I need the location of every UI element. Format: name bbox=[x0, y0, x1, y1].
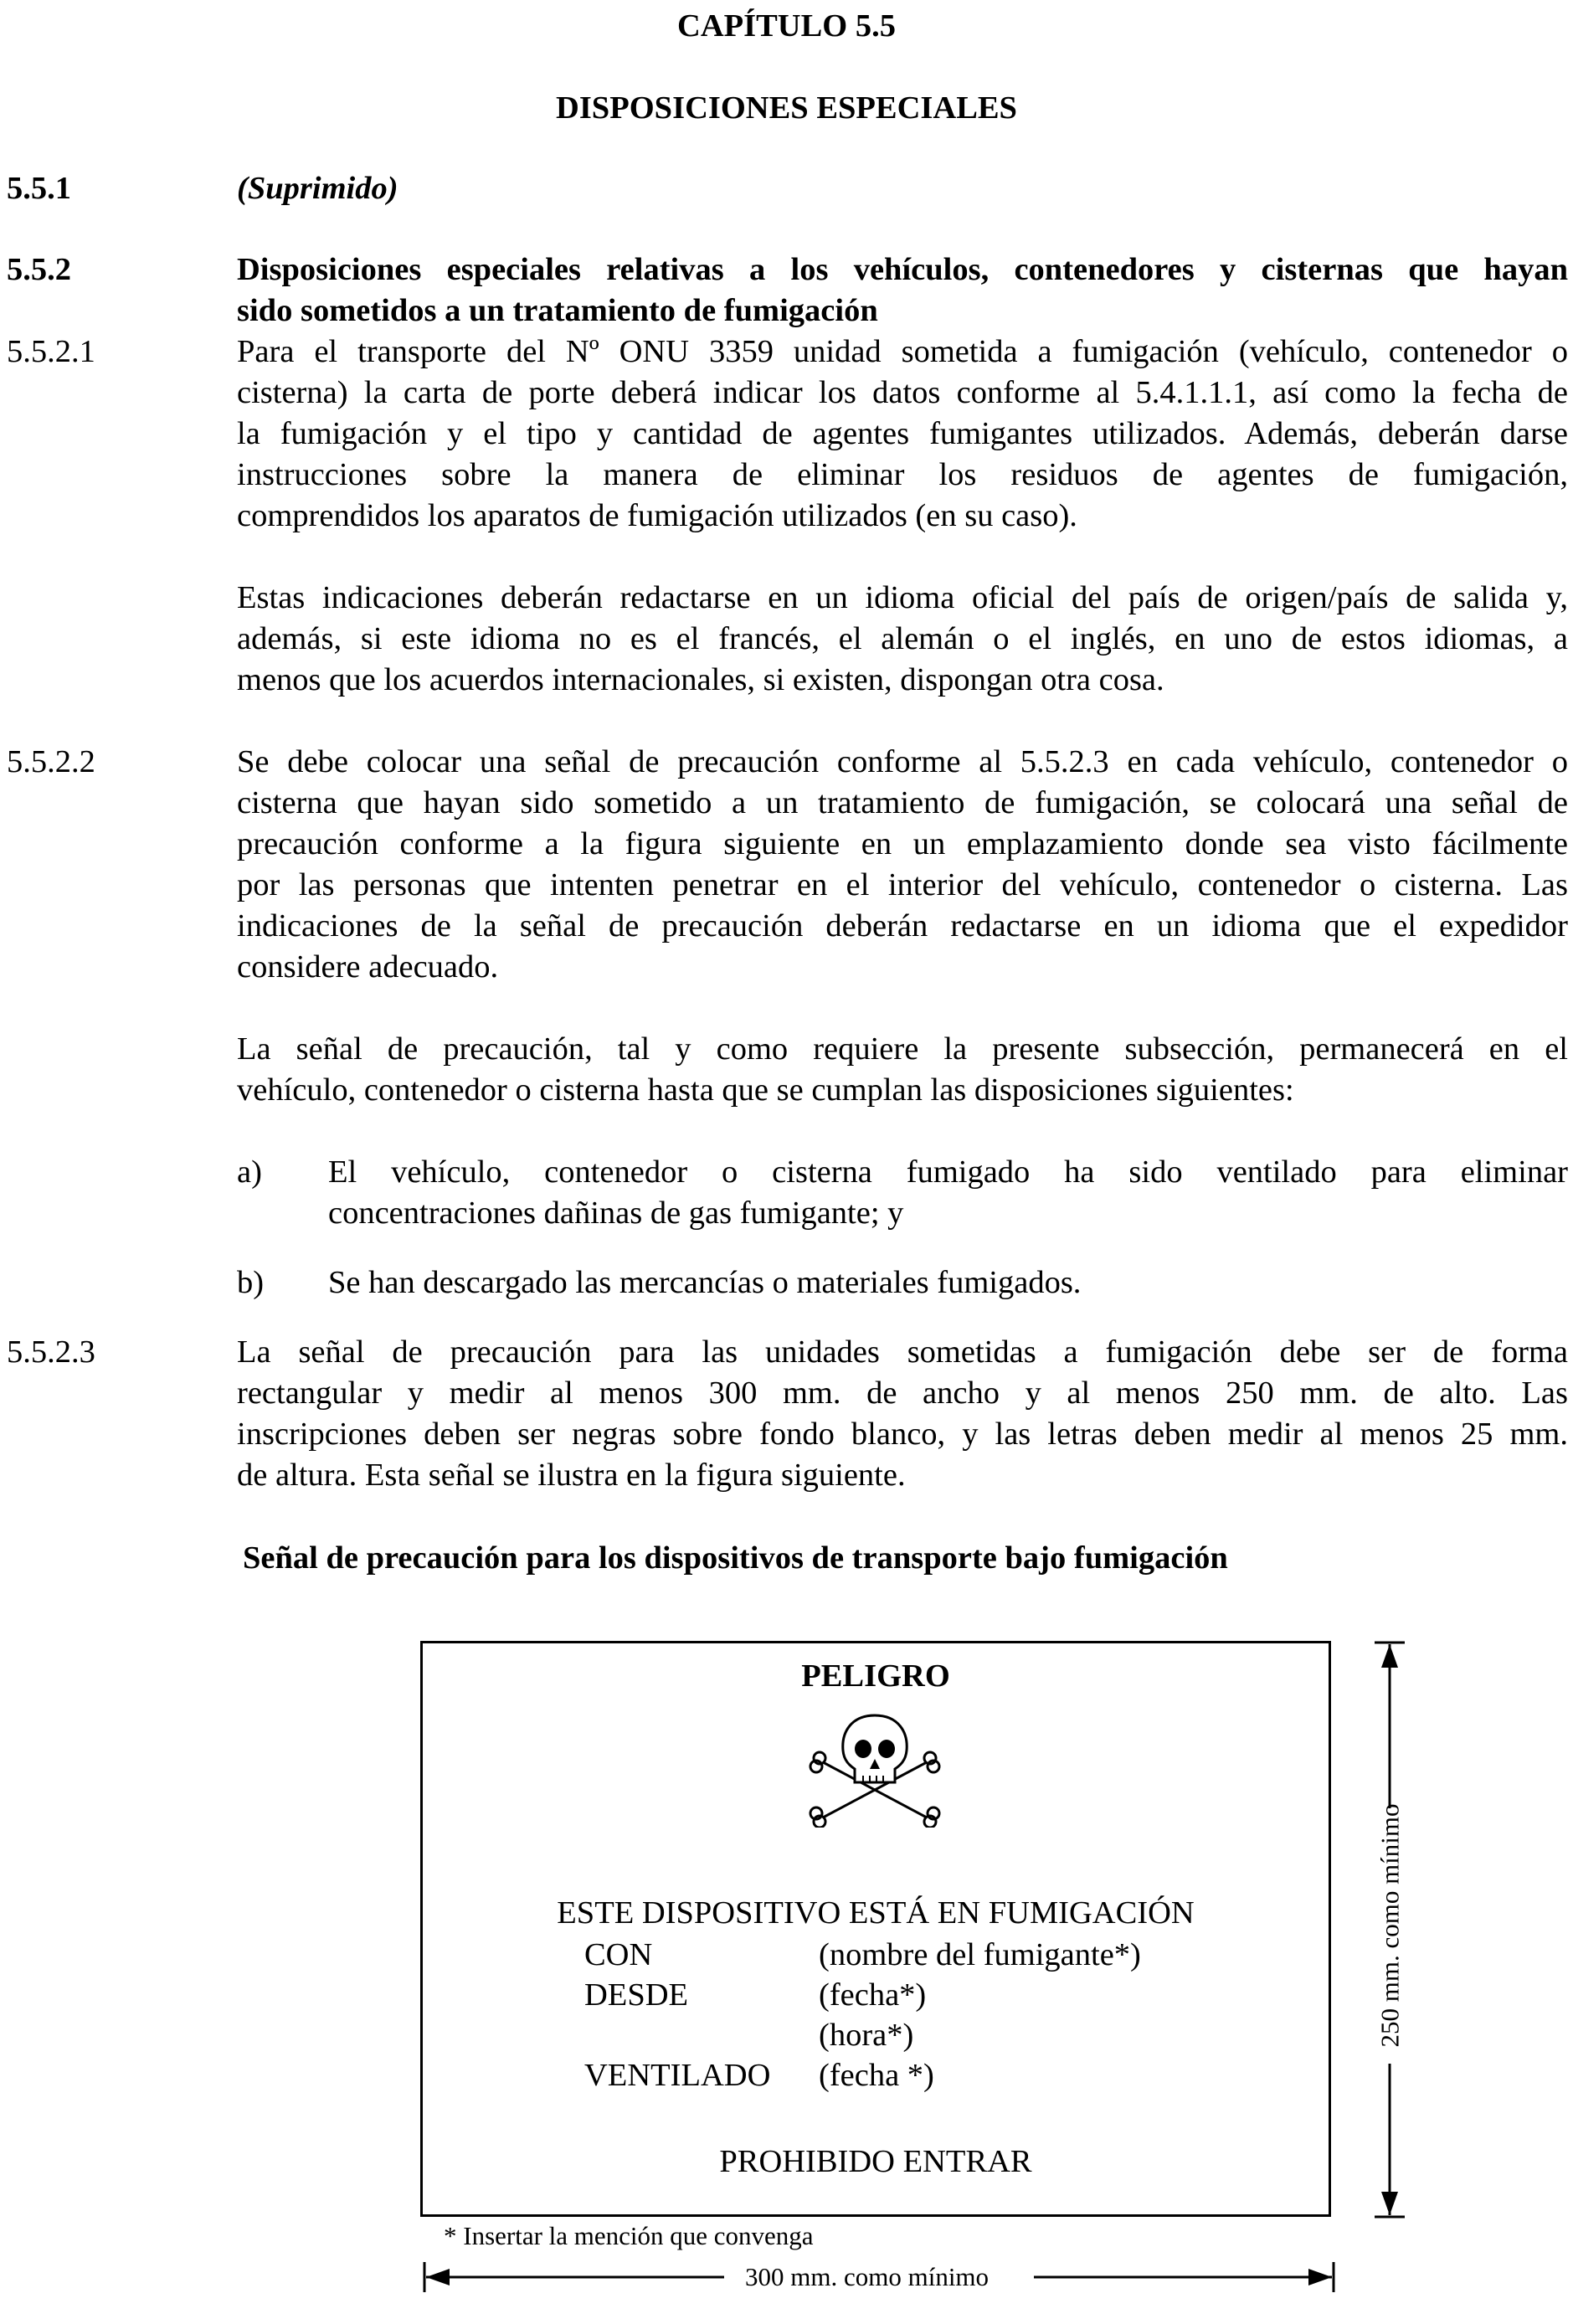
section-heading-line: Disposiciones especiales relativas a los vehículos, contenedores y cisternas que hayan bbox=[237, 252, 1568, 287]
figure-caption: Señal de precaución para los dispositivos de transporte bajo fumigación bbox=[243, 1540, 1228, 1576]
list-item-label: a) bbox=[237, 1154, 262, 1190]
paragraph-line: La señal de precaución para las unidades sometidas a fumigación debe ser de forma bbox=[237, 1334, 1568, 1370]
paragraph-line: considere adecuado. bbox=[237, 949, 499, 985]
section-number-5-5-2: 5.5.2 bbox=[7, 252, 71, 287]
list-item-line: Se han descargado las mercancías o materiales fumigados. bbox=[328, 1265, 1082, 1300]
sign-row-value: (fecha *) bbox=[819, 2058, 934, 2093]
paragraph-line: Se debe colocar una señal de precaución conforme al 5.5.2.3 en cada vehículo, contenedor o bbox=[237, 744, 1568, 779]
paragraph-line: indicaciones de la señal de precaución deberán redactarse en un idioma que el expedidor bbox=[237, 908, 1568, 943]
paragraph-line: menos que los acuerdos internacionales, si existen, dispongan otra cosa. bbox=[237, 662, 1164, 697]
sign-row-value: (fecha*) bbox=[819, 1977, 927, 2013]
section-number-5-5-2-3: 5.5.2.3 bbox=[7, 1334, 95, 1370]
width-dimension-label: 300 mm. como mínimo bbox=[745, 2262, 990, 2291]
list-item-line: concentraciones dañinas de gas fumigante; y bbox=[328, 1195, 904, 1231]
height-dimension-label: 250 mm. como mínimo bbox=[1375, 1803, 1405, 2048]
paragraph-line: La señal de precaución, tal y como requiere la presente subsección, permanecerá en el bbox=[237, 1031, 1568, 1067]
section-text-5-5-1: (Suprimido) bbox=[237, 171, 398, 206]
caution-sign bbox=[420, 1641, 1331, 2217]
paragraph-line: rectangular y medir al menos 300 mm. de ancho y al menos 250 mm. de alto. Las bbox=[237, 1375, 1568, 1411]
paragraph-line: cisterna) la carta de porte deberá indicar los datos conforme al 5.4.1.1.1, así como la fecha de bbox=[237, 375, 1568, 410]
paragraph-line: vehículo, contenedor o cisterna hasta que se cumplan las disposiciones siguientes: bbox=[237, 1072, 1294, 1108]
section-number-5-5-2-1: 5.5.2.1 bbox=[7, 334, 95, 369]
sign-footer: PROHIBIDO ENTRAR bbox=[719, 2144, 1032, 2179]
sign-row-label: CON bbox=[584, 1937, 653, 1972]
section-number-5-5-2-2: 5.5.2.2 bbox=[7, 744, 95, 779]
sign-row-label: DESDE bbox=[584, 1977, 689, 2013]
sign-heading: ESTE DISPOSITIVO ESTÁ EN FUMIGACIÓN bbox=[557, 1895, 1195, 1931]
paragraph-line: inscripciones deben ser negras sobre fondo blanco, y las letras deben medir al menos 25 mm. bbox=[237, 1417, 1568, 1452]
section-number-5-5-1: 5.5.1 bbox=[7, 171, 71, 206]
section-heading-line: sido sometidos a un tratamiento de fumigación bbox=[237, 293, 878, 328]
paragraph-line: la fumigación y el tipo y cantidad de agentes fumigantes utilizados. Además, deberán darse bbox=[237, 416, 1568, 451]
chapter-heading: CAPÍTULO 5.5 bbox=[677, 8, 896, 44]
list-item-label: b) bbox=[237, 1265, 265, 1300]
paragraph-line: precaución conforme a la figura siguiente en un emplazamiento donde sea visto fácilmente bbox=[237, 826, 1568, 861]
footnote: * Insertar la mención que convenga bbox=[444, 2221, 814, 2250]
paragraph-line: además, si este idioma no es el francés, el alemán o el inglés, en uno de estos idiomas, a bbox=[237, 621, 1568, 656]
list-item-line: El vehículo, contenedor o cisterna fumigado ha sido ventilado para eliminar bbox=[328, 1154, 1568, 1190]
chapter-title: DISPOSICIONES ESPECIALES bbox=[556, 90, 1017, 126]
sign-row-value: (nombre del fumigante*) bbox=[819, 1937, 1141, 1972]
paragraph-line: Estas indicaciones deberán redactarse en un idioma oficial del país de origen/país de salida y, bbox=[237, 580, 1568, 615]
sign-row-value: (hora*) bbox=[819, 2018, 914, 2053]
sign-row-label: VENTILADO bbox=[584, 2058, 771, 2093]
paragraph-line: de altura. Esta señal se ilustra en la figura siguiente. bbox=[237, 1458, 906, 1493]
paragraph-line: Para el transporte del Nº ONU 3359 unidad sometida a fumigación (vehículo, contenedor o bbox=[237, 334, 1568, 369]
paragraph-line: comprendidos los aparatos de fumigación utilizados (en su caso). bbox=[237, 498, 1077, 533]
paragraph-line: instrucciones sobre la manera de eliminar los residuos de agentes de fumigación, bbox=[237, 457, 1568, 492]
sign-danger-label: PELIGRO bbox=[801, 1658, 950, 1694]
skull-crossbones-icon bbox=[808, 1710, 942, 1828]
paragraph-line: por las personas que intenten penetrar en el interior del vehículo, contenedor o cisterna. Las bbox=[237, 867, 1568, 902]
paragraph-line: cisterna que hayan sido sometido a un tratamiento de fumigación, se colocará una señal de bbox=[237, 785, 1568, 820]
